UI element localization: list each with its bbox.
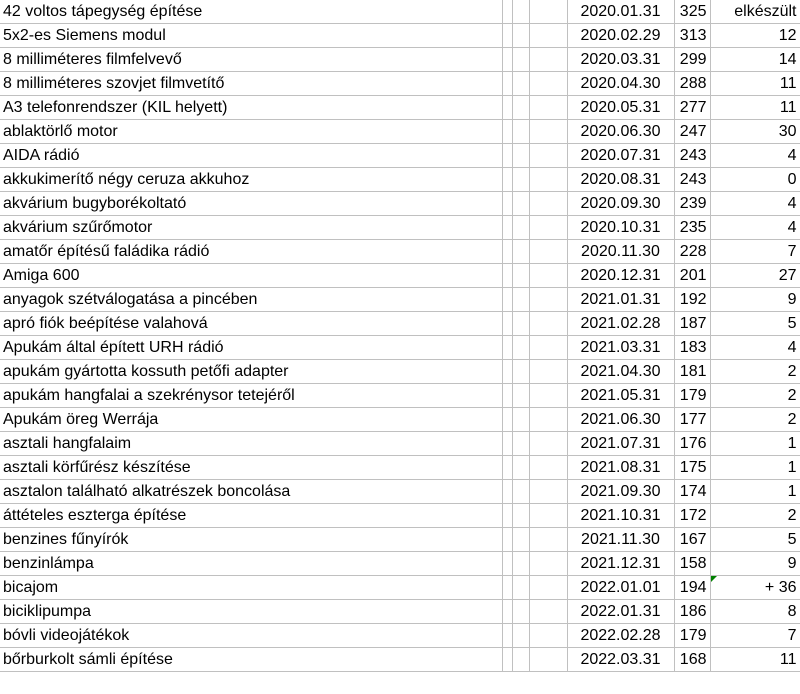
cell-count[interactable]: 174: [674, 480, 710, 504]
cell-count[interactable]: 177: [674, 408, 710, 432]
table-row: [0, 144, 800, 168]
cell-empty[interactable]: [529, 288, 567, 312]
cell-empty[interactable]: [502, 456, 512, 480]
cell-empty[interactable]: [512, 168, 529, 192]
cell-empty[interactable]: [512, 216, 529, 240]
cell-date[interactable]: 2021.08.31: [567, 456, 674, 480]
cell-name[interactable]: ablaktörlő motor: [0, 120, 502, 144]
table-row: [0, 600, 800, 624]
cell-count[interactable]: 239: [674, 192, 710, 216]
cell-name[interactable]: bőrburkolt sámli építése: [0, 648, 502, 672]
cell-diff[interactable]: 1: [710, 432, 800, 456]
cell-empty[interactable]: [529, 96, 567, 120]
cell-name[interactable]: apukám gyártotta kossuth petőfi adapter: [0, 360, 502, 384]
cell-empty[interactable]: [529, 408, 567, 432]
cell-date[interactable]: 2021.05.31: [567, 384, 674, 408]
cell-date[interactable]: 2021.12.31: [567, 552, 674, 576]
cell-diff[interactable]: 4: [710, 336, 800, 360]
cell-date[interactable]: 2020.10.31: [567, 216, 674, 240]
table-row: [0, 216, 800, 240]
cell-empty[interactable]: [529, 600, 567, 624]
cell-empty[interactable]: [529, 384, 567, 408]
cell-count[interactable]: 186: [674, 600, 710, 624]
cell-diff[interactable]: 5: [710, 312, 800, 336]
cell-diff[interactable]: 4: [710, 216, 800, 240]
table-row: [0, 384, 800, 408]
cell-count[interactable]: 158: [674, 552, 710, 576]
cell-date[interactable]: 2020.12.31: [567, 264, 674, 288]
table-row: [0, 456, 800, 480]
cell-count[interactable]: 243: [674, 144, 710, 168]
cell-empty[interactable]: [529, 456, 567, 480]
cell-empty[interactable]: [502, 192, 512, 216]
cell-empty[interactable]: [512, 120, 529, 144]
table-row: [0, 480, 800, 504]
cell-empty[interactable]: [502, 264, 512, 288]
cell-diff[interactable]: 8: [710, 600, 800, 624]
cell-count[interactable]: 192: [674, 288, 710, 312]
cell-empty[interactable]: [529, 432, 567, 456]
cell-name[interactable]: akkukimerítő négy ceruza akkuhoz: [0, 168, 502, 192]
table-row: [0, 648, 800, 672]
cell-empty[interactable]: [502, 432, 512, 456]
cell-name[interactable]: biciklipumpa: [0, 600, 502, 624]
cell-empty[interactable]: [502, 48, 512, 72]
cell-empty[interactable]: [529, 120, 567, 144]
table-row: [0, 360, 800, 384]
cell-empty[interactable]: [512, 72, 529, 96]
cell-empty[interactable]: [502, 120, 512, 144]
cell-empty[interactable]: [512, 408, 529, 432]
cell-date[interactable]: 2020.08.31: [567, 168, 674, 192]
cell-diff[interactable]: 4: [710, 192, 800, 216]
cell-count[interactable]: 172: [674, 504, 710, 528]
cell-empty[interactable]: [512, 240, 529, 264]
cell-diff[interactable]: 7: [710, 624, 800, 648]
cell-empty[interactable]: [512, 0, 529, 24]
cell-date[interactable]: 2022.03.31: [567, 648, 674, 672]
cell-empty[interactable]: [502, 384, 512, 408]
cell-empty[interactable]: [512, 528, 529, 552]
cell-empty[interactable]: [502, 528, 512, 552]
cell-count[interactable]: 243: [674, 168, 710, 192]
cell-diff[interactable]: 2: [710, 408, 800, 432]
cell-count[interactable]: 179: [674, 624, 710, 648]
table-row: [0, 576, 800, 600]
cell-empty[interactable]: [529, 72, 567, 96]
cell-empty[interactable]: [512, 144, 529, 168]
cell-empty[interactable]: [529, 480, 567, 504]
cell-name[interactable]: asztali hangfalaim: [0, 432, 502, 456]
cell-empty[interactable]: [502, 600, 512, 624]
cell-empty[interactable]: [512, 648, 529, 672]
cell-date[interactable]: 2020.02.29: [567, 24, 674, 48]
table-row: [0, 504, 800, 528]
cell-name[interactable]: 42 voltos tápegység építése: [0, 0, 502, 24]
cell-empty[interactable]: [529, 648, 567, 672]
cell-date[interactable]: 2020.01.31: [567, 0, 674, 24]
cell-empty[interactable]: [529, 168, 567, 192]
cell-empty[interactable]: [529, 240, 567, 264]
cell-count[interactable]: 167: [674, 528, 710, 552]
cell-diff[interactable]: 14: [710, 48, 800, 72]
cell-date[interactable]: 2021.06.30: [567, 408, 674, 432]
cell-date[interactable]: 2020.05.31: [567, 96, 674, 120]
cell-date[interactable]: 2020.04.30: [567, 72, 674, 96]
cell-name[interactable]: akvárium bugyborékoltató: [0, 192, 502, 216]
cell-date[interactable]: 2021.02.28: [567, 312, 674, 336]
cell-empty[interactable]: [529, 264, 567, 288]
cell-empty[interactable]: [529, 192, 567, 216]
cell-count[interactable]: 179: [674, 384, 710, 408]
cell-empty[interactable]: [529, 216, 567, 240]
cell-name[interactable]: asztalon található alkatrészek boncolása: [0, 480, 502, 504]
cell-count[interactable]: 235: [674, 216, 710, 240]
cell-empty[interactable]: [512, 24, 529, 48]
table-row: [0, 0, 800, 24]
cell-diff[interactable]: 7: [710, 240, 800, 264]
cell-empty[interactable]: [502, 288, 512, 312]
cell-empty[interactable]: [502, 168, 512, 192]
cell-count[interactable]: 183: [674, 336, 710, 360]
cell-empty[interactable]: [529, 504, 567, 528]
cell-date[interactable]: 2021.04.30: [567, 360, 674, 384]
cell-empty[interactable]: [502, 408, 512, 432]
table-row: [0, 408, 800, 432]
cell-diff[interactable]: 11: [710, 648, 800, 672]
cell-empty[interactable]: [502, 576, 512, 600]
cell-empty[interactable]: [529, 24, 567, 48]
cell-name[interactable]: Amiga 600: [0, 264, 502, 288]
cell-name[interactable]: 8 milliméteres filmfelvevő: [0, 48, 502, 72]
cell-count[interactable]: 299: [674, 48, 710, 72]
table-row: [0, 72, 800, 96]
cell-empty[interactable]: [502, 0, 512, 24]
cell-date[interactable]: 2021.10.31: [567, 504, 674, 528]
table-row: [0, 288, 800, 312]
cell-name[interactable]: bóvli videojátékok: [0, 624, 502, 648]
cell-name[interactable]: 5x2-es Siemens modul: [0, 24, 502, 48]
cell-empty[interactable]: [502, 144, 512, 168]
cell-date[interactable]: 2021.03.31: [567, 336, 674, 360]
cell-date[interactable]: 2021.11.30: [567, 528, 674, 552]
table-row: [0, 624, 800, 648]
table-row: [0, 336, 800, 360]
cell-diff[interactable]: 9: [710, 288, 800, 312]
cell-empty[interactable]: [512, 624, 529, 648]
cell-date[interactable]: 2020.07.31: [567, 144, 674, 168]
table-row: [0, 264, 800, 288]
table-row: [0, 240, 800, 264]
cell-empty[interactable]: [529, 336, 567, 360]
cell-empty[interactable]: [529, 624, 567, 648]
cell-date[interactable]: 2021.07.31: [567, 432, 674, 456]
table-row: [0, 552, 800, 576]
cell-name[interactable]: bicajom: [0, 576, 502, 600]
cell-empty[interactable]: [529, 552, 567, 576]
cell-empty[interactable]: [512, 48, 529, 72]
cell-empty[interactable]: [502, 336, 512, 360]
table-row: [0, 24, 800, 48]
cell-empty[interactable]: [502, 504, 512, 528]
cell-count[interactable]: 325: [674, 0, 710, 24]
cell-count[interactable]: 175: [674, 456, 710, 480]
cell-diff[interactable]: 11: [710, 96, 800, 120]
cell-empty[interactable]: [512, 384, 529, 408]
table-row: [0, 312, 800, 336]
cell-empty[interactable]: [512, 312, 529, 336]
cell-diff[interactable]: 30: [710, 120, 800, 144]
cell-date[interactable]: 2022.02.28: [567, 624, 674, 648]
cell-empty[interactable]: [512, 264, 529, 288]
table-row: [0, 432, 800, 456]
table-row: [0, 48, 800, 72]
cell-empty[interactable]: [512, 480, 529, 504]
cell-empty[interactable]: [512, 600, 529, 624]
cell-count[interactable]: 201: [674, 264, 710, 288]
cell-empty[interactable]: [502, 216, 512, 240]
cell-date[interactable]: 2020.03.31: [567, 48, 674, 72]
cell-diff[interactable]: 9: [710, 552, 800, 576]
cell-empty[interactable]: [529, 0, 567, 24]
cell-diff-with-comment[interactable]: + 36: [710, 576, 800, 600]
cell-empty[interactable]: [512, 432, 529, 456]
cell-empty[interactable]: [529, 144, 567, 168]
cell-empty[interactable]: [512, 360, 529, 384]
cell-name[interactable]: apró fiók beépítése valahová: [0, 312, 502, 336]
cell-empty[interactable]: [502, 72, 512, 96]
cell-date[interactable]: 2022.01.31: [567, 600, 674, 624]
cell-count[interactable]: 181: [674, 360, 710, 384]
cell-empty[interactable]: [512, 576, 529, 600]
cell-name[interactable]: amatőr építésű faládika rádió: [0, 240, 502, 264]
table-row: [0, 528, 800, 552]
cell-empty[interactable]: [512, 336, 529, 360]
cell-empty[interactable]: [502, 360, 512, 384]
cell-name[interactable]: AIDA rádió: [0, 144, 502, 168]
cell-count[interactable]: 313: [674, 24, 710, 48]
cell-empty[interactable]: [502, 552, 512, 576]
cell-diff[interactable]: 2: [710, 360, 800, 384]
cell-name[interactable]: asztali körfűrész készítése: [0, 456, 502, 480]
cell-empty[interactable]: [512, 504, 529, 528]
cell-name[interactable]: benzines fűnyírók: [0, 528, 502, 552]
cell-diff[interactable]: 1: [710, 480, 800, 504]
cell-empty[interactable]: [512, 456, 529, 480]
cell-empty[interactable]: [512, 552, 529, 576]
cell-empty[interactable]: [529, 312, 567, 336]
table-row: [0, 168, 800, 192]
cell-date[interactable]: 2022.01.01: [567, 576, 674, 600]
cell-date[interactable]: 2020.06.30: [567, 120, 674, 144]
cell-diff[interactable]: 12: [710, 24, 800, 48]
cell-name[interactable]: Apukám által épített URH rádió: [0, 336, 502, 360]
cell-count[interactable]: 288: [674, 72, 710, 96]
cell-date[interactable]: 2020.11.30: [567, 240, 674, 264]
cell-diff[interactable]: 1: [710, 456, 800, 480]
cell-empty[interactable]: [502, 648, 512, 672]
cell-empty[interactable]: [502, 480, 512, 504]
cell-diff[interactable]: 11: [710, 72, 800, 96]
cell-empty[interactable]: [529, 48, 567, 72]
cell-diff[interactable]: 0: [710, 168, 800, 192]
cell-name[interactable]: anyagok szétválogatása a pincében: [0, 288, 502, 312]
cell-diff[interactable]: 5: [710, 528, 800, 552]
cell-empty[interactable]: [529, 528, 567, 552]
table-row: [0, 120, 800, 144]
cell-count[interactable]: 247: [674, 120, 710, 144]
cell-empty[interactable]: [512, 192, 529, 216]
cell-diff[interactable]: 27: [710, 264, 800, 288]
cell-date[interactable]: 2021.09.30: [567, 480, 674, 504]
table-row: [0, 192, 800, 216]
cell-empty[interactable]: [529, 576, 567, 600]
cell-date[interactable]: 2021.01.31: [567, 288, 674, 312]
cell-name[interactable]: akvárium szűrőmotor: [0, 216, 502, 240]
cell-empty[interactable]: [512, 96, 529, 120]
cell-count[interactable]: 168: [674, 648, 710, 672]
table-row: [0, 96, 800, 120]
cell-diff[interactable]: 2: [710, 384, 800, 408]
cell-name[interactable]: apukám hangfalai a szekrénysor tetejéről: [0, 384, 502, 408]
cell-date[interactable]: 2020.09.30: [567, 192, 674, 216]
cell-name[interactable]: 8 milliméteres szovjet filmvetítő: [0, 72, 502, 96]
cell-diff[interactable]: 2: [710, 504, 800, 528]
cell-name[interactable]: A3 telefonrendszer (KIL helyett): [0, 96, 502, 120]
cell-empty[interactable]: [502, 624, 512, 648]
cell-empty[interactable]: [502, 96, 512, 120]
cell-count[interactable]: 176: [674, 432, 710, 456]
cell-name[interactable]: Apukám öreg Werrája: [0, 408, 502, 432]
cell-count[interactable]: 277: [674, 96, 710, 120]
cell-count[interactable]: 187: [674, 312, 710, 336]
cell-empty[interactable]: [502, 312, 512, 336]
cell-empty[interactable]: [502, 24, 512, 48]
cell-count[interactable]: 194: [674, 576, 710, 600]
cell-empty[interactable]: [529, 360, 567, 384]
cell-count[interactable]: 228: [674, 240, 710, 264]
cell-name[interactable]: áttételes eszterga építése: [0, 504, 502, 528]
cell-name[interactable]: benzinlámpa: [0, 552, 502, 576]
cell-empty[interactable]: [502, 240, 512, 264]
cell-diff[interactable]: elkészült: [710, 0, 800, 24]
cell-empty[interactable]: [512, 288, 529, 312]
cell-diff[interactable]: 4: [710, 144, 800, 168]
